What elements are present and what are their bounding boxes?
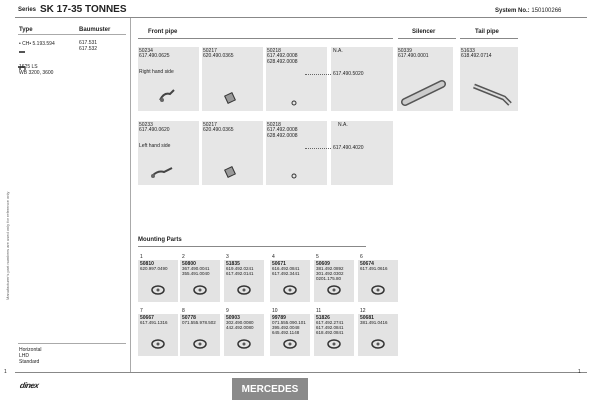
part-number: N.A. bbox=[333, 48, 343, 54]
mounting-part-number: 99789 bbox=[272, 315, 286, 321]
mounting-part-number: 50810 bbox=[140, 261, 154, 267]
mounting-oe-number: 617.491.1316 bbox=[140, 320, 168, 325]
part-oe: 618.492.0714 bbox=[461, 53, 492, 59]
wheelbase: WB 3200, 3600 bbox=[19, 70, 54, 76]
part-number: 50234 bbox=[139, 48, 153, 54]
mounting-part-number: 50667 bbox=[140, 315, 154, 321]
mounting-oe-number: 071.555.090.101 395.492.0048 645.492.1148 bbox=[272, 320, 306, 335]
mounting-index: 9 bbox=[226, 308, 229, 314]
mounting-oe-number: 617.491.0616 bbox=[360, 266, 388, 271]
mounting-index: 4 bbox=[272, 254, 275, 260]
series-label: Series bbox=[18, 7, 37, 13]
mounting-oe-number: 071.555.978.502 bbox=[182, 320, 216, 325]
part-oe: 617.492.0008 628.492.0008 bbox=[267, 127, 298, 139]
clamp-icon bbox=[224, 166, 238, 178]
mounting-index: 5 bbox=[316, 254, 319, 260]
part-number: 50217 bbox=[203, 48, 217, 54]
system-number bbox=[495, 8, 561, 14]
mounting-part-icon bbox=[236, 338, 252, 350]
part-oe: 617.490.0625 bbox=[139, 53, 170, 59]
page-number-right: 1 bbox=[578, 369, 581, 375]
layout-horizontal: Horizontal bbox=[19, 347, 42, 353]
side-label-rh: Right hand side bbox=[139, 69, 174, 75]
mounting-oe-number: 619.492.0241 617.492.0141 bbox=[226, 266, 254, 276]
part-card-na-r2[interactable] bbox=[331, 121, 393, 185]
baumuster-2: 617.532 bbox=[79, 46, 98, 52]
mounting-index: 10 bbox=[272, 308, 278, 314]
part-card-na-r1[interactable] bbox=[331, 47, 393, 111]
front-pipe-icon bbox=[150, 164, 176, 180]
series-value: SK 17-35 TONNES bbox=[40, 4, 127, 15]
part-number: 50218 bbox=[267, 122, 281, 128]
part-oe: 620.490.0365 bbox=[203, 53, 234, 59]
mounting-part-icon bbox=[326, 284, 342, 296]
mounting-oe-number: 381.492.0892 301.492.0302 0201.175.80 bbox=[316, 266, 344, 281]
mounting-part-number: 50903 bbox=[226, 315, 240, 321]
model-name: 1625 LS bbox=[19, 64, 38, 70]
mounting-part-icon bbox=[282, 284, 298, 296]
mounting-index: 2 bbox=[182, 254, 185, 260]
sidebar-disclaimer: Manufacturer's part numbers are used only for reference only bbox=[5, 191, 10, 300]
brand-footer: MERCEDES bbox=[232, 378, 308, 400]
mounting-index: 11 bbox=[316, 308, 322, 314]
system-value: 150100266 bbox=[531, 8, 562, 14]
mounting-part-icon bbox=[150, 284, 166, 296]
part-oe: 617.490.0620 bbox=[139, 127, 170, 133]
mounting-oe-number: 617.492.2741 617.492.0841 618.492.0841 bbox=[316, 320, 344, 335]
mounting-part-icon bbox=[326, 338, 342, 350]
baumuster-label: Baumuster bbox=[79, 27, 111, 33]
mounting-part-number: 50674 bbox=[360, 261, 374, 267]
silencer-icon bbox=[400, 78, 450, 106]
layout-standard: Standard bbox=[19, 359, 40, 365]
mounting-part-number: 51826 bbox=[316, 315, 330, 321]
axle-icon bbox=[19, 51, 25, 53]
chassis-line: • CH• 5.193.594 bbox=[19, 41, 55, 47]
part-oe: 620.490.0365 bbox=[203, 127, 234, 133]
mounting-part-number: 50671 bbox=[272, 261, 286, 267]
silencer-title: Silencer bbox=[412, 29, 436, 35]
mounting-part-icon bbox=[236, 284, 252, 296]
tail-pipe-title: Tail pipe bbox=[475, 29, 499, 35]
clamp-icon bbox=[224, 92, 238, 104]
mounting-part-number: 50778 bbox=[182, 315, 196, 321]
mounting-oe-number: 367.490.0041 355.491.0040 bbox=[182, 266, 210, 276]
gasket-icon bbox=[290, 173, 298, 179]
mounting-part-number: 50609 bbox=[316, 261, 330, 267]
mounting-index: 7 bbox=[140, 308, 143, 314]
dinex-logo: dinex bbox=[19, 381, 40, 390]
part-oe: 617.490.4020 bbox=[333, 145, 364, 151]
mounting-part-icon bbox=[192, 284, 208, 296]
front-pipe-title: Front pipe bbox=[148, 29, 178, 35]
gasket-icon bbox=[290, 100, 298, 106]
part-oe: 617.490.0001 bbox=[398, 53, 429, 59]
system-label: System No.: bbox=[495, 8, 530, 14]
mounting-part-icon bbox=[282, 338, 298, 350]
tail-pipe-icon bbox=[470, 78, 516, 106]
side-label-lh: Left hand side bbox=[139, 143, 171, 149]
mounting-part-number: 50800 bbox=[182, 261, 196, 267]
front-pipe-icon bbox=[158, 88, 178, 104]
mounting-part-icon bbox=[370, 284, 386, 296]
mounting-oe-number: 620.997.0490 bbox=[140, 266, 168, 271]
mounting-part-icon bbox=[192, 338, 208, 350]
page-number-left: 1 bbox=[4, 369, 7, 375]
mounting-part-number: 50681 bbox=[360, 315, 374, 321]
part-number: N.A. bbox=[338, 122, 348, 128]
part-number: 50339 bbox=[398, 48, 412, 54]
part-number: 51633 bbox=[461, 48, 475, 54]
layout-lhd: LHD bbox=[19, 353, 30, 359]
mounting-index: 3 bbox=[226, 254, 229, 260]
part-oe: 617.492.0008 628.492.0008 bbox=[267, 53, 298, 65]
mounting-index: 12 bbox=[360, 308, 366, 314]
part-number: 50217 bbox=[203, 122, 217, 128]
baumuster-1: 617.531 bbox=[79, 40, 98, 46]
mounting-oe-number: 302.490.0080 442.492.0080 bbox=[226, 320, 254, 330]
mounting-oe-number: 381.491.0416 bbox=[360, 320, 388, 325]
mounting-parts-title: Mounting Parts bbox=[138, 237, 182, 243]
mounting-part-icon bbox=[150, 338, 166, 350]
mounting-index: 1 bbox=[140, 254, 143, 260]
part-number: 50218 bbox=[267, 48, 281, 54]
mounting-oe-number: 616.492.0841 617.492.3441 bbox=[272, 266, 300, 276]
type-label: Type bbox=[19, 27, 33, 33]
part-oe: 617.490.5020 bbox=[333, 71, 364, 77]
mounting-index: 6 bbox=[360, 254, 363, 260]
mounting-part-number: 51835 bbox=[226, 261, 240, 267]
mounting-part-icon bbox=[370, 338, 386, 350]
part-number: 50233 bbox=[139, 122, 153, 128]
mounting-index: 8 bbox=[182, 308, 185, 314]
